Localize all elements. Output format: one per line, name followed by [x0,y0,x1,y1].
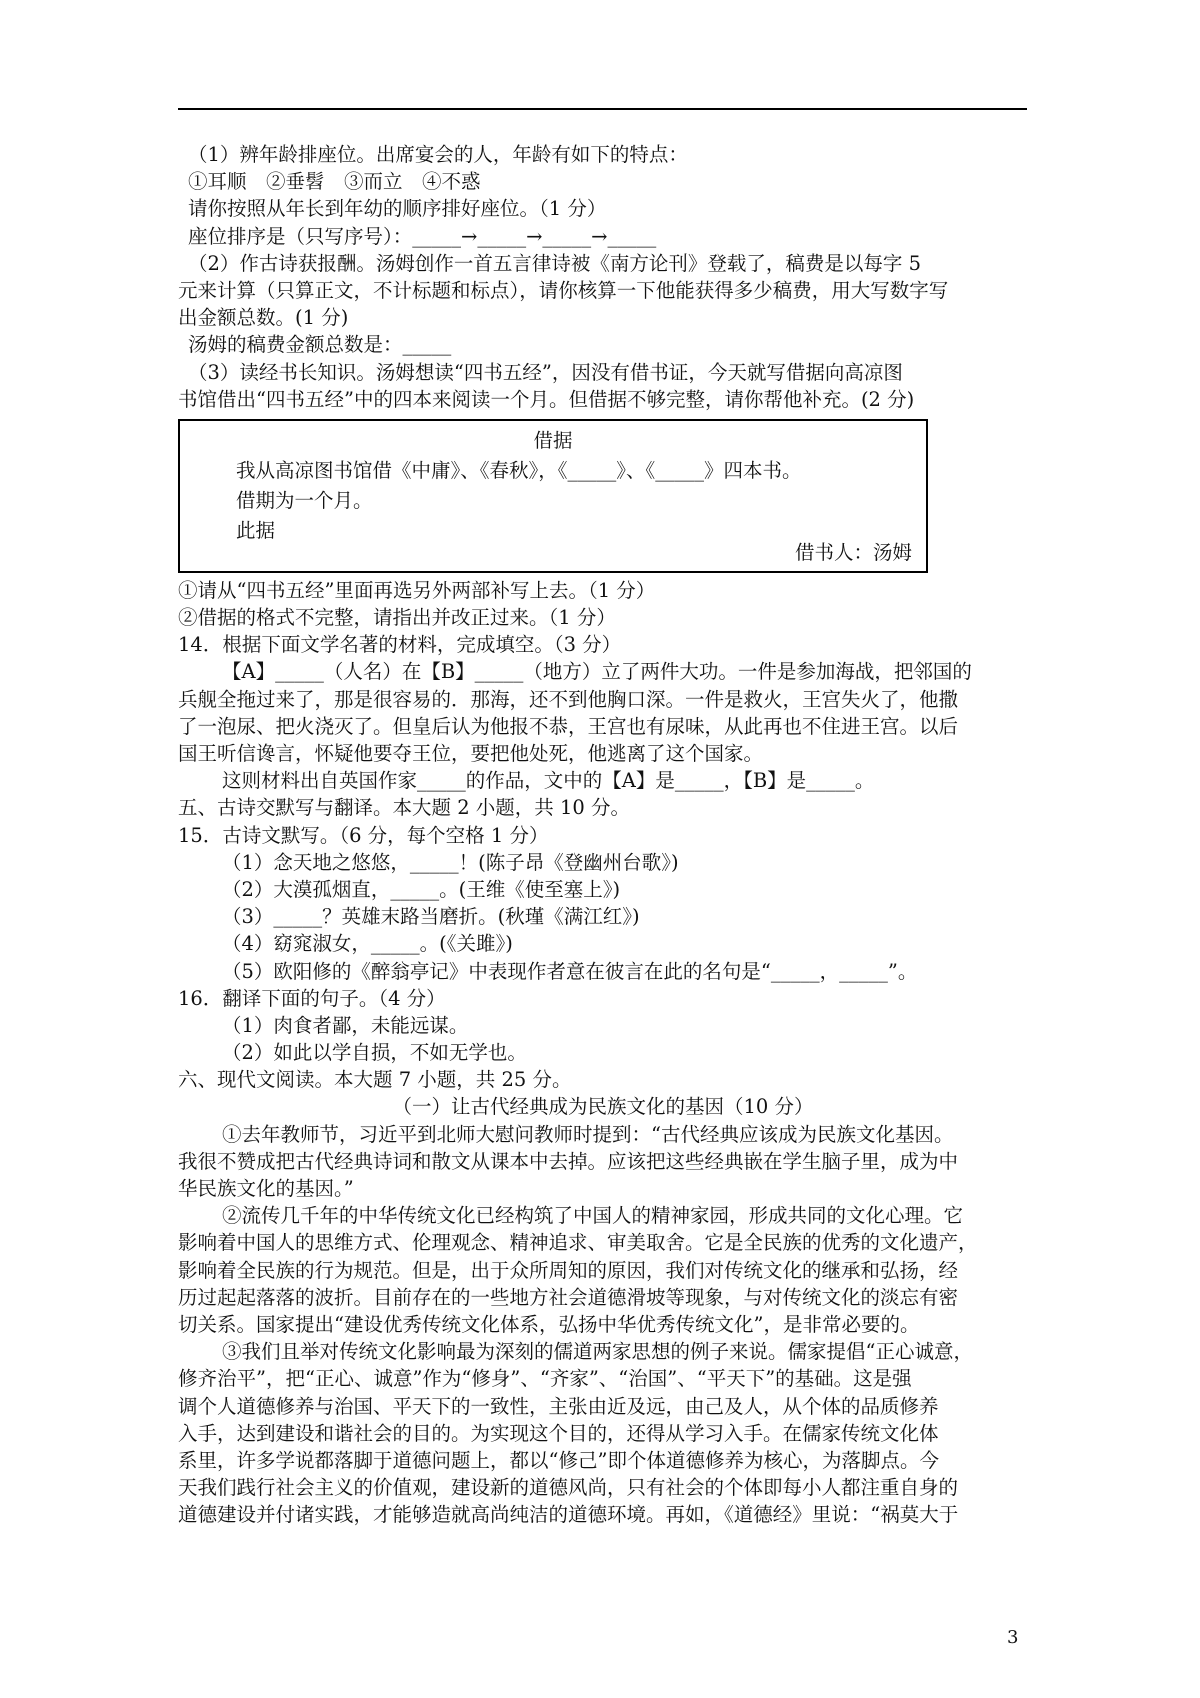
text-line: 五、古诗交默写与翻译。本大题 2 小题，共 10 分。 [178,796,631,820]
text-line: 书馆借出“四书五经”中的四本来阅读一个月。但借据不够完整，请你帮他补充。(2 分) [178,387,915,411]
text-line: 华民族文化的基因。” [178,1177,354,1200]
text-line: （一）让古代经典成为民族文化的基因（10 分） [392,1095,814,1119]
text-line: 座位排序是（只写序号）：_____→_____→_____→_____ [188,224,657,248]
text-line: 汤姆的稿费金额总数是：_____ [188,333,452,357]
text-line: 影响着中国人的思维方式、伦理观念、精神追求、审美取舍。它是全民族的优秀的文化遗产， [178,1231,978,1255]
text-line: ③我们且举对传统文化影响最为深刻的儒道两家思想的例子来说。儒家提倡“正心诚意， [222,1340,973,1364]
text-line: 这则材料出自英国作家_____的作品，文中的【A】是_____，【B】是_____。 [222,769,875,793]
text-line: 16．翻译下面的句子。（4 分） [178,986,446,1010]
text-line: （3）_____？英雄末路当磨折。(秋瑾《满江红》) [222,905,640,929]
text-line: ①请从“四书五经”里面再选另外两部补写上去。（1 分） [178,578,656,602]
text-line: 修齐治平”，把“正心、诚意”作为“修身”、“齐家”、“治国”、“平天下”的基础。这是强 [178,1367,912,1391]
text-line: （1）辨年龄排座位。出席宴会的人，年龄有如下的特点： [188,143,688,166]
text-line: ①耳顺 ②垂髫 ③而立 ④不惑 [188,170,481,194]
text-line: 天我们践行社会主义的价值观，建设新的道德风尚，只有社会的个体即每小人都注重自身的 [178,1476,959,1500]
section-questions-14-16-reading [178,577,1028,1529]
text-line: 系里，许多学说都落脚于道德问题上，都以“修己”即个体道德修养为核心，为落脚点。今 [178,1448,939,1472]
text-line: 【A】_____（人名）在【B】_____（地方）立了两件大功。一件是参加海战，把邻国的 [222,660,972,684]
text-line: （1）肉食者鄙，未能远谋。 [222,1013,469,1037]
text-line: 入手，达到建设和谐社会的目的。为实现这个目的，还得从学习入手。在儒家传统文化体 [178,1421,939,1445]
text-line: 道德建设并付诸实践，才能够造就高尚纯洁的道德环境。再如，《道德经》里说：“祸莫大于 [178,1503,959,1527]
text-line: （3）读经书长知识。汤姆想读“四书五经”，因没有借书证，今天就写借据向高凉图 [188,360,903,384]
text-line: （4）窈窕淑女，_____。(《关雎》) [222,932,513,956]
receipt-line: 我从高凉图书馆借《中庸》、《春秋》，《_____》、《_____》四本书。 [236,458,802,482]
section-questions-13 [178,141,1028,413]
text-line: 出金额总数。(1 分) [178,306,349,330]
text-line: （2）大漠孤烟直，_____。(王维《使至塞上》) [222,877,621,901]
text-line: 历过起起落落的波折。目前存在的一些地方社会道德滑坡等现象，与对传统文化的淡忘有密 [178,1285,959,1309]
text-line: 兵舰全拖过来了，那是很容易的．那海，还不到他胸口深。一件是救火，王宫失火了，他撒 [178,687,959,711]
text-line: ②流传几千年的中华传统文化已经构筑了中国人的精神家园，形成共同的文化心理。它 [222,1204,964,1228]
text-line: 影响着全民族的行为规范。但是，出于众所周知的原因，我们对传统文化的继承和弘扬，经 [178,1258,959,1282]
text-line: 请你按照从年长到年幼的顺序排好座位。（1 分） [188,197,607,221]
receipt-line: 此据 [236,518,276,542]
receipt-signer: 借书人：汤姆 [794,540,912,564]
text-line: 了一泡尿、把火浇灭了。但皇后认为他报不恭，王宫也有尿味，从此再也不住进王宫。以后 [178,714,959,738]
text-line: ①去年教师节，习近平到北师大慰问教师时提到：“古代经典应该成为民族文化基因。 [222,1122,954,1146]
text-line: 我很不赞成把古代经典诗词和散文从课本中去掉。应该把这些经典嵌在学生脑子里，成为中 [178,1149,959,1173]
text-line: （5）欧阳修的《醉翁亭记》中表现作者意在彼言在此的名句是“_____，_____”。 [222,959,918,983]
text-line: 国王听信谗言，怀疑他要夺王位，要把他处死，他逃离了这个国家。 [178,742,764,765]
receipt-line: 借期为一个月。 [236,488,373,512]
text-line: （2）如此以学自损，不如无学也。 [222,1041,527,1065]
receipt-title: 借据 [533,428,573,452]
text-line: ②借据的格式不完整，请指出并改正过来。（1 分） [178,606,616,630]
page-number: 3 [1007,1627,1019,1648]
text-line: 调个人道德修养与治国、平天下的一致性，主张由近及远，由己及人，从个体的品质修养 [178,1394,939,1418]
text-line: 六、现代文阅读。本大题 7 小题，共 25 分。 [178,1068,572,1092]
text-line: 切关系。国家提出“建设优秀传统文化体系，弘扬中华优秀传统文化”，是非常必要的。 [178,1312,920,1336]
text-line: 15．古诗文默写。（6 分，每个空格 1 分） [178,823,549,847]
receipt-box [178,419,928,573]
text-line: （1）念天地之悠悠，_____！(陈子昂《登幽州台歌》) [222,850,679,874]
text-line: 元来计算（只算正文，不计标题和标点），请你核算一下他能获得多少稿费，用大写数字写 [178,278,949,302]
page-content [178,141,1028,1528]
text-line: 14．根据下面文学名著的材料，完成填空。（3 分） [178,633,622,657]
header-rule [178,108,1027,110]
text-line: （2）作古诗获报酬。汤姆创作一首五言律诗被《南方论刊》登载了，稿费是以每字 5 [188,251,922,275]
